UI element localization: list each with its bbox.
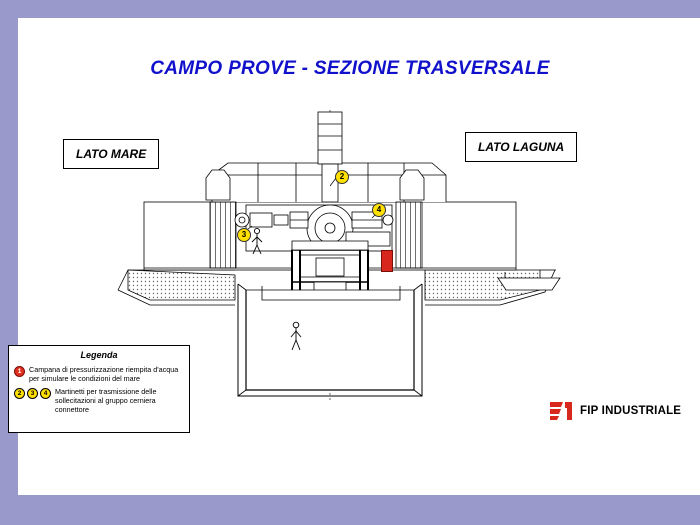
company-name: FIP INDUSTRIALE bbox=[580, 405, 682, 417]
legend-item-text: Campana di pressurizzazione riempita d'acqua per simulare le condizioni del mare bbox=[29, 365, 179, 383]
label-sea-side: LATO MARE bbox=[63, 139, 159, 169]
legend-item-text: Martinetti per trasmissione delle sollecitazioni al gruppo cerniera connettore bbox=[55, 387, 157, 414]
pressure-bell-marker bbox=[381, 250, 393, 272]
legend-title: Legenda bbox=[80, 350, 118, 360]
legend-marker-3: 3 bbox=[27, 388, 38, 399]
legend-item bbox=[14, 387, 184, 414]
legend bbox=[8, 345, 190, 433]
company-logo bbox=[548, 400, 681, 422]
legend-marker-2: 2 bbox=[14, 388, 25, 399]
legend-item bbox=[14, 365, 184, 383]
callout-marker-4: 4 bbox=[372, 203, 386, 217]
legend-markers bbox=[14, 387, 51, 399]
callout-marker-2: 2 bbox=[335, 170, 349, 184]
legend-marker-1: 1 bbox=[14, 366, 25, 377]
callout-marker-3: 3 bbox=[237, 228, 251, 242]
page-title: CAMPO PROVE - SEZIONE TRASVERSALE bbox=[150, 58, 550, 79]
label-lagoon-side: LATO LAGUNA bbox=[465, 132, 577, 162]
legend-markers bbox=[14, 365, 25, 377]
fip-logo-mark-icon bbox=[548, 400, 574, 422]
legend-marker-4: 4 bbox=[40, 388, 51, 399]
